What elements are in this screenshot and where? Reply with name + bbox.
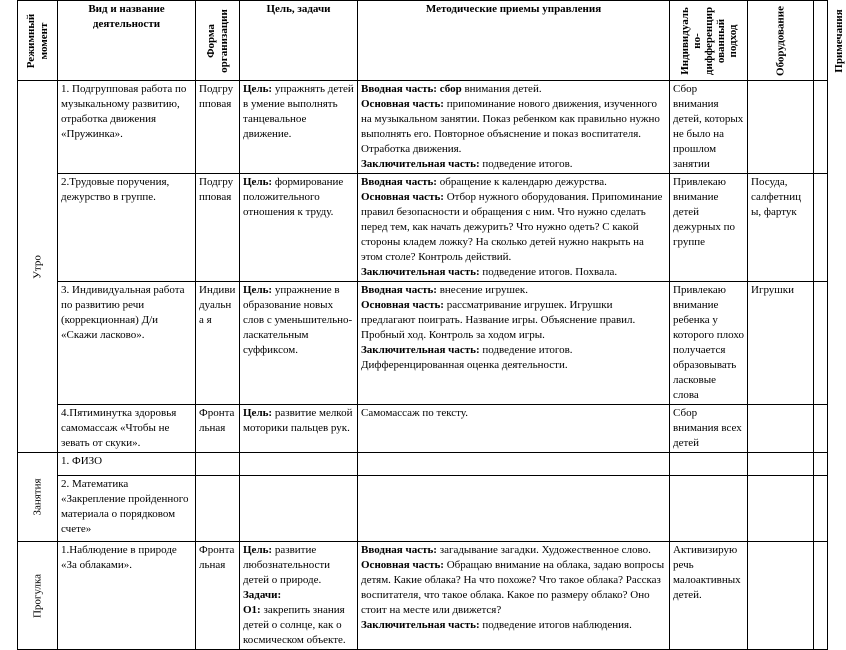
section-morning: Утро — [18, 81, 58, 453]
equipment-cell: Посуда, салфетниц ы, фартук — [748, 174, 814, 282]
goal-cell — [240, 476, 358, 542]
method-line: Основная часть: рассматривание игрушек. Игрушки предлагают поиграть. Название игры. Объяснение правил. Пробный ход. Контроль за ходом игры. — [361, 299, 636, 341]
activity-cell: 3. Индивидуальная работа по развитию речи (коррекционная) Д/и «Скажи ласково». — [58, 282, 196, 405]
method-line: Заключительная часть: подведение итогов. Похвала. — [361, 266, 618, 278]
method-line: Основная часть: Отбор нужного оборудования. Припоминание правил безопасности и обращения с ним. Что нужно сделать перед тем, как начать дежурить? Что нужно одеть? С какой стороны кладем ложку? На сколько детей нужно накрыть на этом столе? Контроль действий. — [361, 191, 663, 263]
method-line: Самомассаж по тексту. — [361, 407, 468, 419]
method-line: Вводная часть: загадывание загадки. Художественное слово. — [361, 544, 651, 556]
methods-cell — [358, 174, 670, 282]
goal-cell: Цель: упражнять детей в умение выполнять танцевальное движение. — [240, 81, 358, 174]
header-form: Форма организации — [196, 1, 240, 81]
lesson-plan-table — [17, 0, 846, 650]
methods-cell — [358, 453, 670, 476]
header-equipment: Оборудование — [748, 1, 814, 81]
form-cell: Подгру пповая — [196, 174, 240, 282]
individual-cell — [670, 453, 748, 476]
form-cell: Фронта льная — [196, 405, 240, 453]
activity-cell: 4.Пятиминутка здоровья самомассаж «Чтобы не зевать от скуки». — [58, 405, 196, 453]
equipment-cell — [748, 405, 814, 453]
header-activity: Вид и название деятельности — [58, 1, 196, 81]
equipment-cell — [748, 476, 814, 542]
form-cell — [196, 453, 240, 476]
individual-cell: Сбор внимания детей, которых не было на прошлом занятии — [670, 81, 748, 174]
notes-cell — [814, 282, 828, 405]
header-individual: Индивидуаль но- дифференцир ованный подход — [670, 1, 748, 81]
header-methods: Методические приемы управления — [358, 1, 670, 81]
methods-cell — [358, 405, 670, 453]
method-line: Вводная часть: обращение к календарю дежурства. — [361, 176, 607, 188]
equipment-cell — [748, 453, 814, 476]
form-cell: Подгру пповая — [196, 81, 240, 174]
section-classes: Занятия — [18, 453, 58, 542]
notes-cell — [814, 453, 828, 476]
table-row — [18, 476, 828, 542]
methods-cell — [358, 282, 670, 405]
section-walk: Прогулка — [18, 542, 58, 650]
goal-cell: Цель: формирование положительного отношения к труду. — [240, 174, 358, 282]
goal-cell: Цель: развитие мелкой моторики пальцев рук. — [240, 405, 358, 453]
individual-cell — [670, 476, 748, 542]
notes-cell — [814, 81, 828, 174]
equipment-cell — [748, 81, 814, 174]
method-line: Основная часть: припоминание нового движения, изученного на музыкальном занятии. Показ ребенком как правильно нужно выполнять его. Повторное объяснение и показ воспитателя. Отработка движения. — [361, 98, 660, 155]
notes-cell — [814, 476, 828, 542]
methods-cell — [358, 476, 670, 542]
goal-cell: Цель: развитие любознательности детей о природе. Задачи: О1: закрепить знания детей о солнце, как о космическом объекте. — [240, 542, 358, 650]
table-row — [18, 542, 828, 650]
method-line: Заключительная часть: подведение итогов. Дифференцированная оценка деятельности. — [361, 344, 573, 371]
method-line: Вводная часть: сбор внимания детей. — [361, 83, 542, 95]
table-row — [18, 81, 828, 174]
header-goal: Цель, задачи — [240, 1, 358, 81]
header-row — [18, 1, 828, 81]
methods-cell — [358, 542, 670, 650]
activity-cell: 1. Подгрупповая работа по музыкальному развитию, отработка движения «Пружинка». — [58, 81, 196, 174]
table-row — [18, 282, 828, 405]
form-cell: Индиви дуальна я — [196, 282, 240, 405]
methods-cell — [358, 81, 670, 174]
method-line: Заключительная часть: подведение итогов. — [361, 158, 573, 170]
goal-cell — [240, 453, 358, 476]
equipment-cell — [748, 542, 814, 650]
equipment-cell: Игрушки — [748, 282, 814, 405]
header-notes: Примечания — [814, 1, 828, 81]
activity-cell: 1. ФИЗО — [58, 453, 196, 476]
header-moment: Режимный момент — [18, 1, 58, 81]
notes-cell — [814, 174, 828, 282]
method-line: Основная часть: Обращаю внимание на облака, задаю вопросы детям. Какие облака? На что похоже? Что такое облака? Рассказ воспитателя, что такое облака. Какое по размеру облако? Оно стоит на месте или движется? — [361, 559, 665, 616]
individual-cell: Активизирую речь малоактивных детей. — [670, 542, 748, 650]
form-cell: Фронта льная — [196, 542, 240, 650]
notes-cell — [814, 405, 828, 453]
activity-cell: 2. Математика «Закрепление пройденного материала о порядковом счете» — [58, 476, 196, 542]
individual-cell: Сбор внимания всех детей — [670, 405, 748, 453]
form-cell — [196, 476, 240, 542]
method-line: Заключительная часть: подведение итогов наблюдения. — [361, 619, 632, 631]
individual-cell: Привлекаю внимание детей дежурных по группе — [670, 174, 748, 282]
method-line: Вводная часть: внесение игрушек. — [361, 284, 528, 296]
table-row — [18, 453, 828, 476]
notes-cell — [814, 542, 828, 650]
activity-cell: 2.Трудовые поручения, дежурство в группе. — [58, 174, 196, 282]
table-row — [18, 405, 828, 453]
individual-cell: Привлекаю внимание ребенка у которого плохо получается образовывать ласковые слова — [670, 282, 748, 405]
activity-cell: 1.Наблюдение в природе «За облаками». — [58, 542, 196, 650]
goal-cell: Цель: упражнение в образование новых слов с уменьшительно-ласкательным суффиксом. — [240, 282, 358, 405]
table-row — [18, 174, 828, 282]
